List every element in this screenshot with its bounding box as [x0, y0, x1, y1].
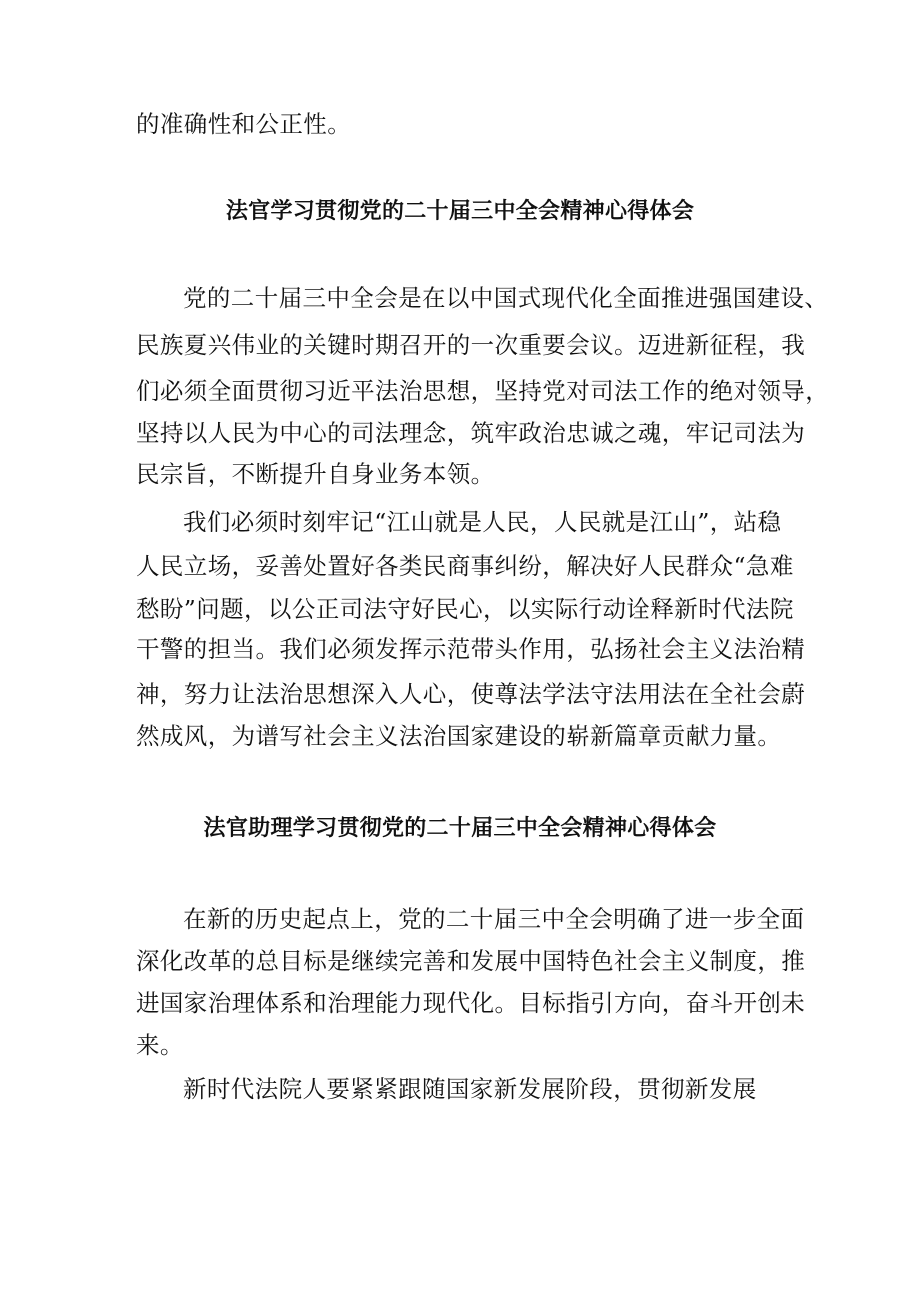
paragraph-line: 愁盼”问题，以公正司法守好民心，以实际行动诠释新时代法院: [136, 595, 794, 623]
paragraph-fragment: 的准确性和公正性。: [136, 110, 352, 138]
paragraph-line: 神，努力让法治思想深入人心，使尊法学法守法用法在全社会蔚: [136, 680, 806, 708]
paragraph-line: 然成风，为谱写社会主义法治国家建设的崭新篇章贡献力量。: [136, 722, 782, 750]
section-title: 法官助理学习贯彻党的二十届三中全会精神心得体会: [203, 815, 717, 841]
paragraph-line: 干警的担当。我们必须发挥示范带头作用，弘扬社会主义法治精: [136, 635, 806, 663]
paragraph-line: 我们必须时刻牢记“江山就是人民，人民就是江山”，站稳: [183, 508, 782, 536]
paragraph-line: 来。: [136, 1031, 184, 1059]
paragraph-line: 民族夏兴伟业的关键时期召开的一次重要会议。迈进新征程，我: [136, 331, 806, 359]
paragraph-line: 在新的历史起点上，党的二十届三中全会明确了进一步全面: [183, 905, 805, 933]
paragraph-line: 坚持以人民为中心的司法理念，筑牢政治忠诚之魂，牢记司法为: [136, 419, 806, 447]
paragraph-line: 们必须全面贯彻习近平法治思想，坚持党对司法工作的绝对领导，: [136, 377, 830, 405]
paragraph-line: 人民立场，妥善处置好各类民商事纠纷，解决好人民群众“急难: [136, 552, 794, 580]
paragraph-line: 新时代法院人要紧紧跟随国家新发展阶段，贯彻新发展: [183, 1075, 757, 1103]
paragraph-line: 民宗旨，不断提升自身业务本领。: [136, 460, 495, 488]
paragraph-line: 党的二十届三中全会是在以中国式现代化全面推进强国建设、: [183, 284, 829, 312]
section-title: 法官学习贯彻党的二十届三中全会精神心得体会: [225, 198, 695, 224]
paragraph-line: 进国家治理体系和治理能力现代化。目标指引方向，奋斗开创未: [136, 989, 806, 1017]
paragraph-line: 深化改革的总目标是继续完善和发展中国特色社会主义制度，推: [136, 947, 806, 975]
